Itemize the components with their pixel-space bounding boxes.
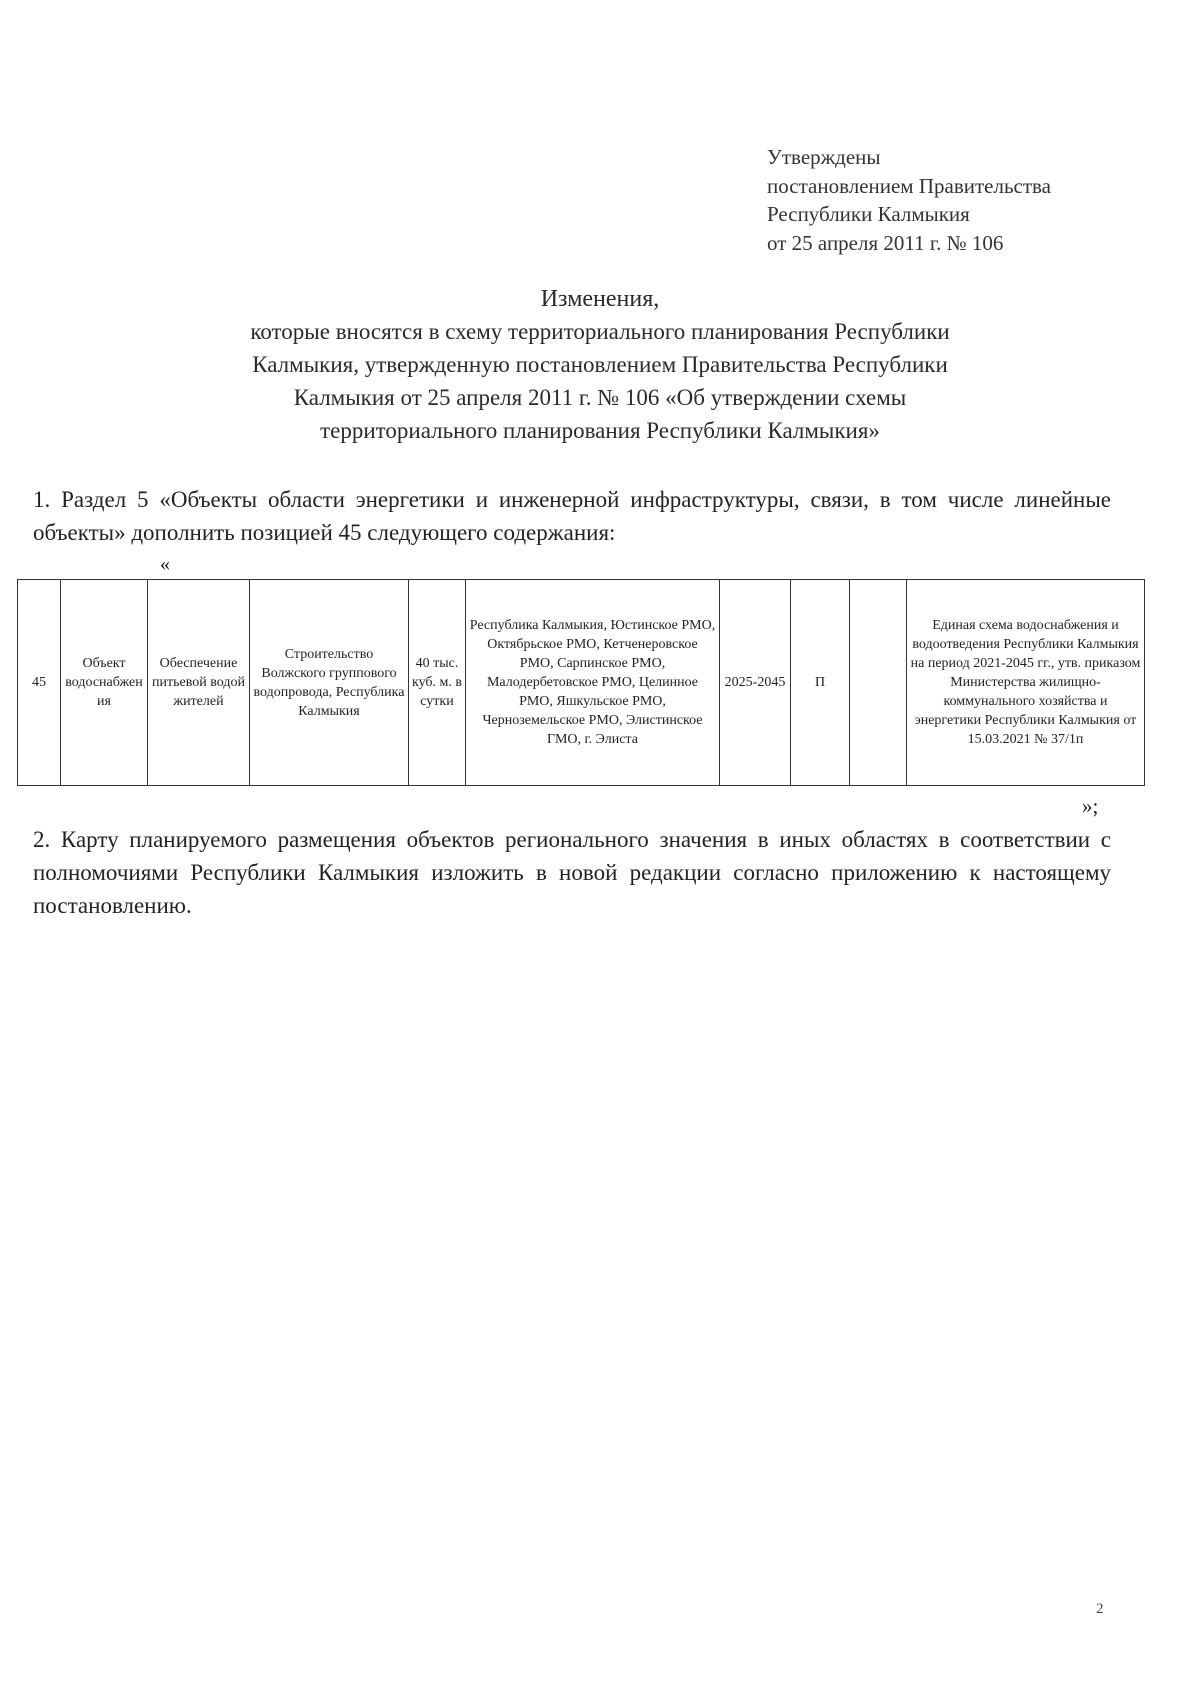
cell-object-type: Объект водоснабжения bbox=[61, 580, 148, 786]
cell-object-name: Строительство Волжского группового водопровода, Республика Калмыкия bbox=[250, 580, 409, 786]
cell-status: П bbox=[791, 580, 850, 786]
table-row bbox=[18, 580, 1145, 786]
closing-quote: »; bbox=[1082, 794, 1099, 818]
cell-period: 2025-2045 bbox=[720, 580, 791, 786]
document-title: Изменения, bbox=[540, 286, 660, 312]
cell-capacity: 40 тыс. куб. м. в сутки bbox=[409, 580, 466, 786]
cell-location: Республика Калмыкия, Юстинское РМО, Октябрьское РМО, Кетченеровское РМО, Сарпинское РМО, Малодербетовское РМО, Целинное РМО, Яшкульское РМО, Черноземельское РМО, Элистинское ГМО, г. Элиста bbox=[466, 580, 720, 786]
document-title-block bbox=[100, 283, 1100, 447]
approval-line: от 25 апреля 2011 г. № 106 bbox=[767, 230, 1004, 255]
document-subtitle-line: Калмыкия от 25 апреля 2011 г. № 106 «Об утверждении схемы bbox=[293, 385, 907, 410]
cell-number: 45 bbox=[18, 580, 61, 786]
opening-quote: « bbox=[160, 553, 170, 575]
document-subtitle-line: которые вносятся в схему территориального планирования Республики bbox=[250, 319, 950, 344]
cell-basis: Единая схема водоснабжения и водоотведения Республики Калмыкия на период 2021-2045 гг., утв. приказом Министерства жилищно-коммунального хозяйства и энергетики Республики Калмыкия от 15.03.2021 № 37/1п bbox=[907, 580, 1145, 786]
page-number: 2 bbox=[1096, 1601, 1104, 1617]
amendment-table bbox=[17, 579, 1145, 786]
approval-stamp bbox=[767, 143, 1051, 257]
cell-purpose: Обеспечение питьевой водой жителей bbox=[148, 580, 250, 786]
paragraph-2: 2. Карту планируемого размещения объектов регионального значения в иных областях в соответствии с полномочиями Республики Калмыкия изложить в новой редакции согласно приложению к настоящему постановлению. bbox=[33, 827, 1111, 918]
document-subtitle-line: Калмыкия, утвержденную постановлением Правительства Республики bbox=[252, 352, 948, 377]
approval-line: Республики Калмыкия bbox=[767, 202, 970, 226]
paragraph-1: 1. Раздел 5 «Объекты области энергетики и инженерной инфраструктуры, связи, в том числе линейные объекты» дополнить позицией 45 следующего содержания: bbox=[33, 487, 1111, 545]
approval-line: Утверждены bbox=[767, 145, 881, 169]
document-subtitle-line: территориального планирования Республики Калмыкия» bbox=[320, 418, 880, 443]
approval-line: постановлением Правительства bbox=[767, 173, 1052, 198]
cell-empty bbox=[850, 580, 907, 786]
